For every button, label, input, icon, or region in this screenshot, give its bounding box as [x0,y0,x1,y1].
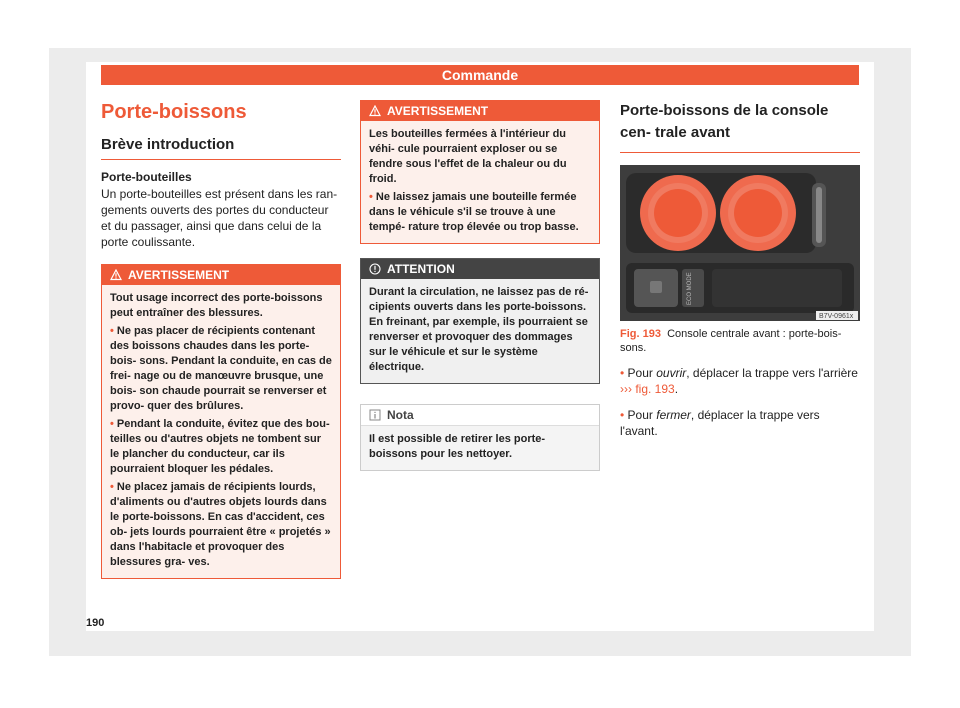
bullet: • [110,481,117,493]
column-2 [360,100,600,471]
warning-box [101,264,341,579]
attention-box [360,258,600,384]
list-item: • Pour fermer, déplacer la trappe vers l'avant. [620,408,820,438]
instruction-list [620,365,860,439]
warning-body [361,121,599,243]
page-number: 190 [86,617,105,629]
info-circle-icon [369,263,381,275]
warning-header [361,101,599,121]
warning-box [360,100,600,244]
chapter-header: Commande [101,65,859,85]
column-3 [620,100,860,439]
eco-mode-label: ECO MODE [687,272,693,305]
warning-item: • Ne placez jamais de récipients lourds, d'aliments ou d'autres objets lourds dans le porte-boissons. En cas d'accident, ces ob- jets lourds pourraient être « projetés » dans l'habitacle et provoquer des blessures gra- ves. [110,481,331,568]
warning-intro: Les bouteilles fermées à l'intérieur du véhi- cule pourraient exploser ou se fendre sous l'effet de la chaleur ou du froid. [369,128,567,185]
warning-intro: Tout usage incorrect des porte-boissons peut entraîner des blessures. [110,292,323,319]
subsection-title: Brève introduction [101,136,341,160]
note-body: Il est possible de retirer les porte-boissons pour les nettoyer. [361,426,599,470]
warning-triangle-icon [110,269,122,281]
warning-title: AVERTISSEMENT [387,104,489,118]
figure-caption [620,327,860,355]
figure-link[interactable]: ››› fig. 193 [620,382,675,396]
warning-title: AVERTISSEMENT [128,268,230,282]
warning-triangle-icon [369,105,381,117]
section-title: Porte-boissons [101,101,247,123]
warning-item: • Ne laissez jamais une bouteille fermée dans le véhicule s'il se trouve à une tempé- rature trop élevée ou trop basse. [369,191,579,233]
note-icon [369,409,381,421]
bullet: • [369,191,376,203]
list-item: • Pour ouvrir, déplacer la trappe vers l'arrière ››› fig. 193. [620,366,858,396]
column-1 [101,100,341,579]
bullet: • [110,325,117,337]
attention-body: Durant la circulation, ne laissez pas de ré- cipients ouverts dans les porte-boissons. En freinant, par exemple, ils pourraient se renverser et provoquer des dommages sur le véhicule et sur le système électrique. [361,279,599,383]
console-illustration [620,165,860,321]
subsection-title: Porte-boissons de la console cen- trale avant [620,100,860,153]
attention-title: ATTENTION [387,262,455,276]
figure-code: B7V-0961x [819,313,854,320]
note-box [360,404,600,471]
warning-body [102,285,340,578]
note-header [361,405,599,426]
warning-item: • Pendant la conduite, évitez que des bou- teilles ou d'autres objets ne tombent sur le plancher du conducteur, car ils pourraient bloquer les pédales. [110,418,330,475]
figure-number: Fig. 193 [620,328,661,340]
text-heading: Porte-bouteilles [101,170,192,184]
note-title: Nota [387,408,414,422]
intro-paragraph: Un porte-bouteilles est présent dans les ran- gements ouverts des portes du conducteur et du passager, ainsi que dans celui de la porte coulissante. [101,187,338,249]
warning-header [102,265,340,285]
figure-console-photo [620,165,860,321]
figure-caption-text: Console centrale avant : porte-bois- sons. [620,328,842,354]
bullet: • [110,418,117,430]
attention-header [361,259,599,279]
warning-item: • Ne pas placer de récipients contenant des boissons chaudes dans les porte-bois- sons. Pendant la conduite, en cas de frei- nage ou de manœuvre brusque, une bois- son chaude pourrait se renverser et provo- quer des brûlures. [110,325,332,412]
